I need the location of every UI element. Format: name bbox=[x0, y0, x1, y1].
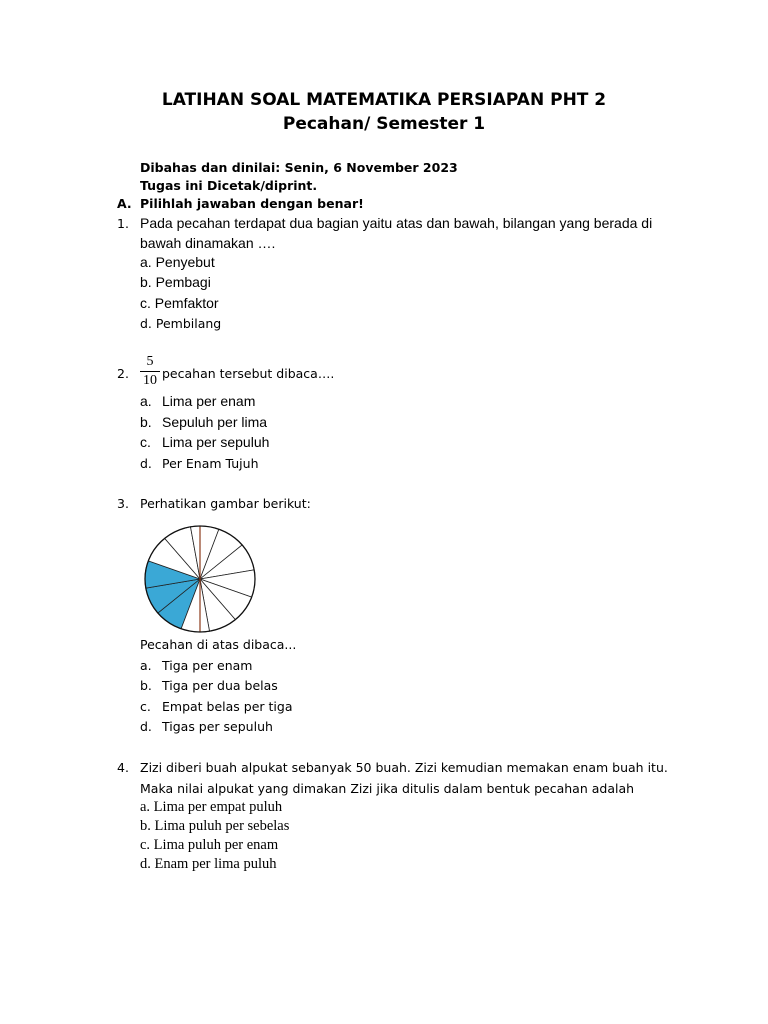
q4-option-a: a. Lima per empat puluh bbox=[140, 799, 283, 815]
page-title: LATIHAN SOAL MATEMATIKA PERSIAPAN PHT 2 bbox=[161, 90, 607, 110]
q2-option-c: Lima per sepuluh bbox=[162, 434, 270, 450]
fraction-bar bbox=[140, 371, 160, 372]
q2-option-b: Sepuluh per lima bbox=[162, 414, 268, 430]
q2-denominator: 10 bbox=[143, 373, 157, 388]
q3-letter-c: c. bbox=[140, 699, 151, 714]
section-letter: A. bbox=[117, 196, 132, 211]
q3-option-c: Empat belas per tiga bbox=[162, 699, 293, 714]
q1-text-line1: Pada pecahan terdapat dua bagian yaitu atas dan bawah, bilangan yang berada di bbox=[140, 215, 653, 231]
q1-option-b: b. Pembagi bbox=[140, 274, 211, 290]
q2-fraction bbox=[140, 354, 160, 389]
q3-option-b: Tiga per dua belas bbox=[162, 678, 278, 693]
info-print: Tugas ini Dicetak/diprint. bbox=[140, 178, 318, 193]
q2-number: 2. bbox=[117, 366, 129, 381]
q4-number: 4. bbox=[117, 760, 129, 775]
page-subtitle: Pecahan/ Semester 1 bbox=[282, 114, 486, 134]
q4-option-d: d. Enam per lima puluh bbox=[140, 856, 277, 872]
q2-letter-b: b. bbox=[140, 414, 152, 430]
fraction-circle bbox=[145, 526, 255, 632]
q3-letter-a: a. bbox=[140, 658, 152, 673]
q3-number: 3. bbox=[117, 496, 129, 511]
q1-option-d: d. Pembilang bbox=[140, 316, 222, 331]
q2-letter-c: c. bbox=[140, 434, 151, 450]
q2-numerator: 5 bbox=[146, 354, 154, 369]
q1-text-line2: bawah dinamakan …. bbox=[140, 235, 276, 251]
q2-letter-a: a. bbox=[140, 393, 152, 409]
q3-letter-d: d. bbox=[140, 719, 152, 734]
q3-text: Perhatikan gambar berikut: bbox=[140, 496, 311, 511]
q3-letter-b: b. bbox=[140, 678, 152, 693]
q2-text: pecahan tersebut dibaca…. bbox=[162, 366, 335, 381]
q4-option-b: b. Lima puluh per sebelas bbox=[140, 818, 290, 834]
q4-text-line2: Maka nilai alpukat yang dimakan Zizi jika ditulis dalam bentuk pecahan adalah bbox=[140, 781, 635, 796]
fraction-circle-figure bbox=[142, 525, 258, 635]
q2-option-a: Lima per enam bbox=[162, 393, 256, 409]
q3-option-a: Tiga per enam bbox=[162, 658, 253, 673]
q4-text-line1: Zizi diberi buah alpukat sebanyak 50 buah. Zizi kemudian memakan enam buah itu. bbox=[140, 760, 668, 775]
q1-option-a: a. Penyebut bbox=[140, 254, 215, 270]
q1-option-c: c. Pemfaktor bbox=[140, 295, 219, 311]
q1-number: 1. bbox=[117, 216, 129, 231]
q2-option-d: Per Enam Tujuh bbox=[162, 456, 259, 471]
q4-option-c: c. Lima puluh per enam bbox=[140, 837, 279, 853]
info-date: Dibahas dan dinilai: Senin, 6 November 2023 bbox=[140, 160, 458, 175]
q3-option-d: Tigas per sepuluh bbox=[162, 719, 273, 734]
q3-caption: Pecahan di atas dibaca... bbox=[140, 637, 297, 652]
section-title: Pilihlah jawaban dengan benar! bbox=[140, 196, 364, 211]
q2-letter-d: d. bbox=[140, 456, 152, 471]
